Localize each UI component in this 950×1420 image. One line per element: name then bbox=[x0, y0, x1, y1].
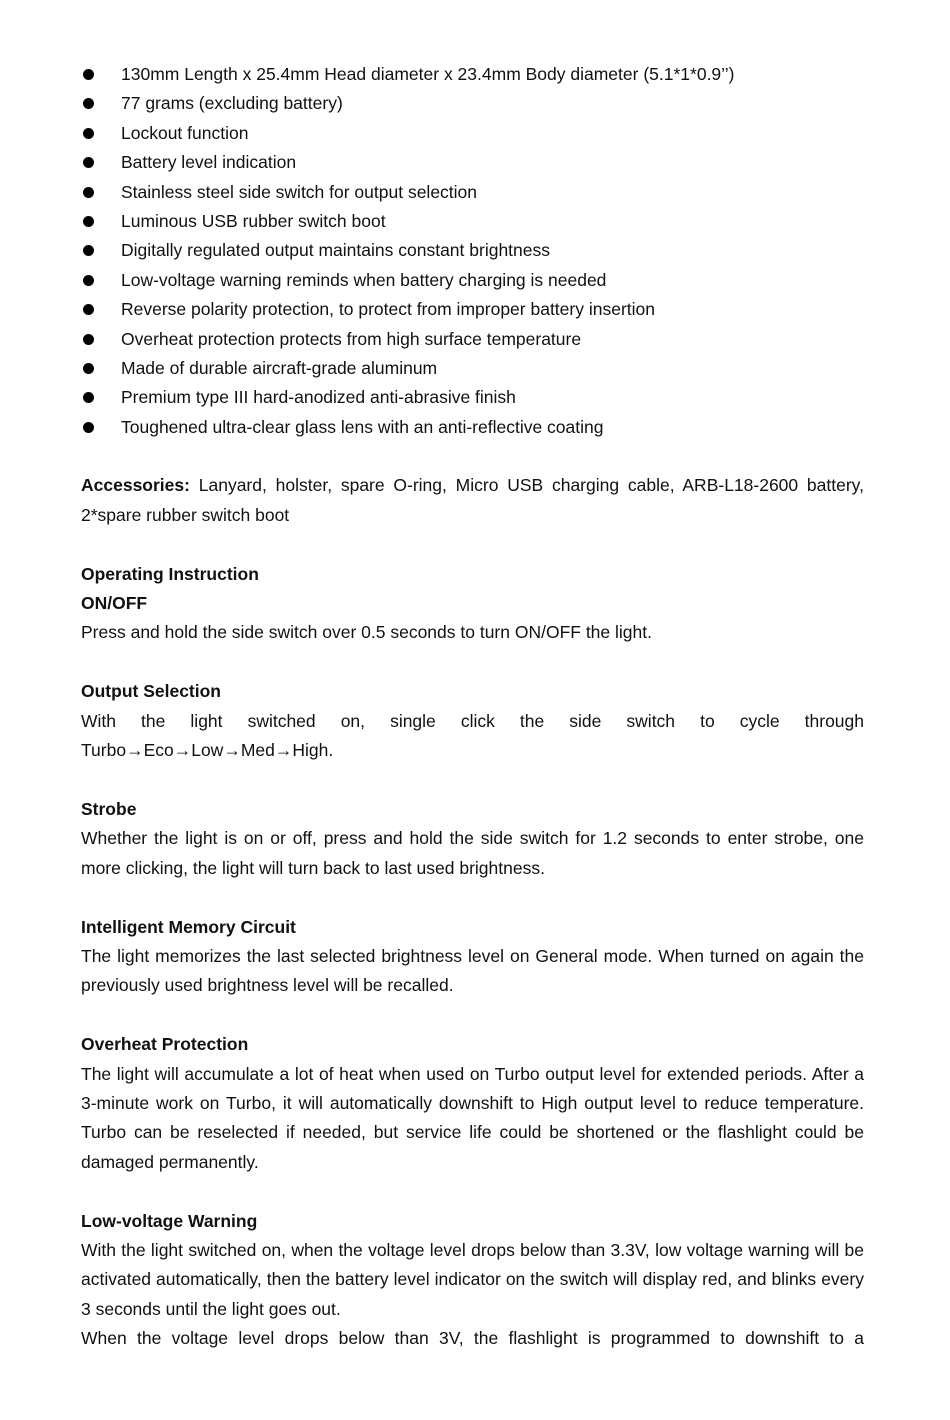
overheat-heading: Overheat Protection bbox=[81, 1034, 249, 1055]
feature-item bbox=[81, 413, 864, 442]
feature-item bbox=[81, 60, 864, 89]
bullet-icon bbox=[83, 304, 94, 315]
spacer bbox=[81, 1001, 864, 1030]
bullet-icon bbox=[83, 128, 94, 139]
output-selection-heading: Output Selection bbox=[81, 681, 221, 702]
feature-text: Overheat protection protects from high surface temperature bbox=[121, 328, 582, 349]
low-voltage-heading: Low-voltage Warning bbox=[81, 1210, 258, 1231]
accessories-label: Accessories: bbox=[81, 475, 190, 496]
spacer bbox=[81, 766, 864, 795]
feature-list bbox=[81, 60, 864, 442]
spacer bbox=[81, 883, 864, 912]
spacer bbox=[81, 648, 864, 677]
memory-heading: Intelligent Memory Circuit bbox=[81, 916, 296, 937]
accessories-paragraph bbox=[81, 471, 864, 530]
feature-text: Made of durable aircraft-grade aluminum bbox=[121, 357, 438, 378]
feature-text: Low-voltage warning reminds when battery charging is needed bbox=[121, 269, 607, 290]
spacer bbox=[81, 1177, 864, 1206]
overheat-text: The light will accumulate a lot of heat when used on Turbo output level for extended periods. After a 3-minute work on Turbo, it will automatically downshift to High output level to reduce temperature. Turbo can be reselected if needed, but service life could be shortened or the flashlight could be damaged permanently. bbox=[81, 1063, 864, 1172]
spacer bbox=[81, 530, 864, 559]
operating-title: Operating Instruction bbox=[81, 563, 259, 584]
spacer bbox=[81, 442, 864, 471]
strobe-text: Whether the light is on or off, press and hold the side switch for 1.2 seconds to enter strobe, one more clicking, the light will turn back to last used brightness. bbox=[81, 828, 864, 878]
feature-text: 130mm Length x 25.4mm Head diameter x 23.4mm Body diameter (5.1*1*0.9’’) bbox=[121, 64, 735, 84]
feature-item bbox=[81, 236, 864, 265]
bullet-icon bbox=[83, 187, 94, 198]
feature-text: Lockout function bbox=[121, 122, 249, 143]
feature-text: Luminous USB rubber switch boot bbox=[121, 210, 386, 231]
bullet-icon bbox=[83, 157, 94, 168]
feature-item bbox=[81, 354, 864, 383]
low-voltage-text-continued: When the voltage level drops below than 3V, the flashlight is programmed to downshift to a bbox=[81, 1328, 864, 1349]
feature-text: 77 grams (excluding battery) bbox=[121, 93, 343, 114]
feature-item bbox=[81, 119, 864, 148]
bullet-icon bbox=[83, 98, 94, 109]
low-voltage-text: With the light switched on, when the voltage level drops below than 3.3V, low voltage warning will be activated automatically, then the battery level indicator on the switch will display red, and blinks every 3 seconds until the light goes out. bbox=[81, 1239, 864, 1319]
bullet-icon bbox=[83, 245, 94, 256]
onoff-heading: ON/OFF bbox=[81, 593, 148, 614]
accessories-text: Lanyard, holster, spare O-ring, Micro USB charging cable, ARB-L18-2600 battery, 2*spare rubber switch boot bbox=[81, 475, 864, 525]
bullet-icon bbox=[83, 363, 94, 374]
bullet-icon bbox=[83, 275, 94, 286]
feature-text: Stainless steel side switch for output selection bbox=[121, 181, 478, 202]
bullet-icon bbox=[83, 334, 94, 345]
bullet-icon bbox=[83, 392, 94, 403]
strobe-heading: Strobe bbox=[81, 798, 137, 819]
feature-item bbox=[81, 207, 864, 236]
memory-text: The light memorizes the last selected brightness level on General mode. When turned on again the previously used brightness level will be recalled. bbox=[81, 945, 864, 996]
feature-item bbox=[81, 148, 864, 177]
feature-item bbox=[81, 325, 864, 354]
feature-text: Premium type III hard-anodized anti-abrasive finish bbox=[121, 387, 516, 408]
feature-text: Toughened ultra-clear glass lens with an anti-reflective coating bbox=[121, 416, 604, 437]
bullet-icon bbox=[83, 69, 94, 80]
feature-item bbox=[81, 89, 864, 118]
page-content bbox=[81, 60, 864, 1354]
feature-item bbox=[81, 295, 864, 324]
feature-item bbox=[81, 178, 864, 207]
onoff-text: Press and hold the side switch over 0.5 seconds to turn ON/OFF the light. bbox=[81, 622, 652, 643]
output-selection-text: With the light switched on, single click the side switch to cycle through Turbo→Eco→Low→Med→High. bbox=[81, 710, 864, 761]
feature-item bbox=[81, 383, 864, 412]
bullet-icon bbox=[83, 216, 94, 227]
feature-item bbox=[81, 266, 864, 295]
feature-text: Reverse polarity protection, to protect from improper battery insertion bbox=[121, 299, 655, 320]
feature-text: Battery level indication bbox=[121, 152, 297, 173]
bullet-icon bbox=[83, 422, 94, 433]
feature-text: Digitally regulated output maintains constant brightness bbox=[121, 240, 550, 261]
